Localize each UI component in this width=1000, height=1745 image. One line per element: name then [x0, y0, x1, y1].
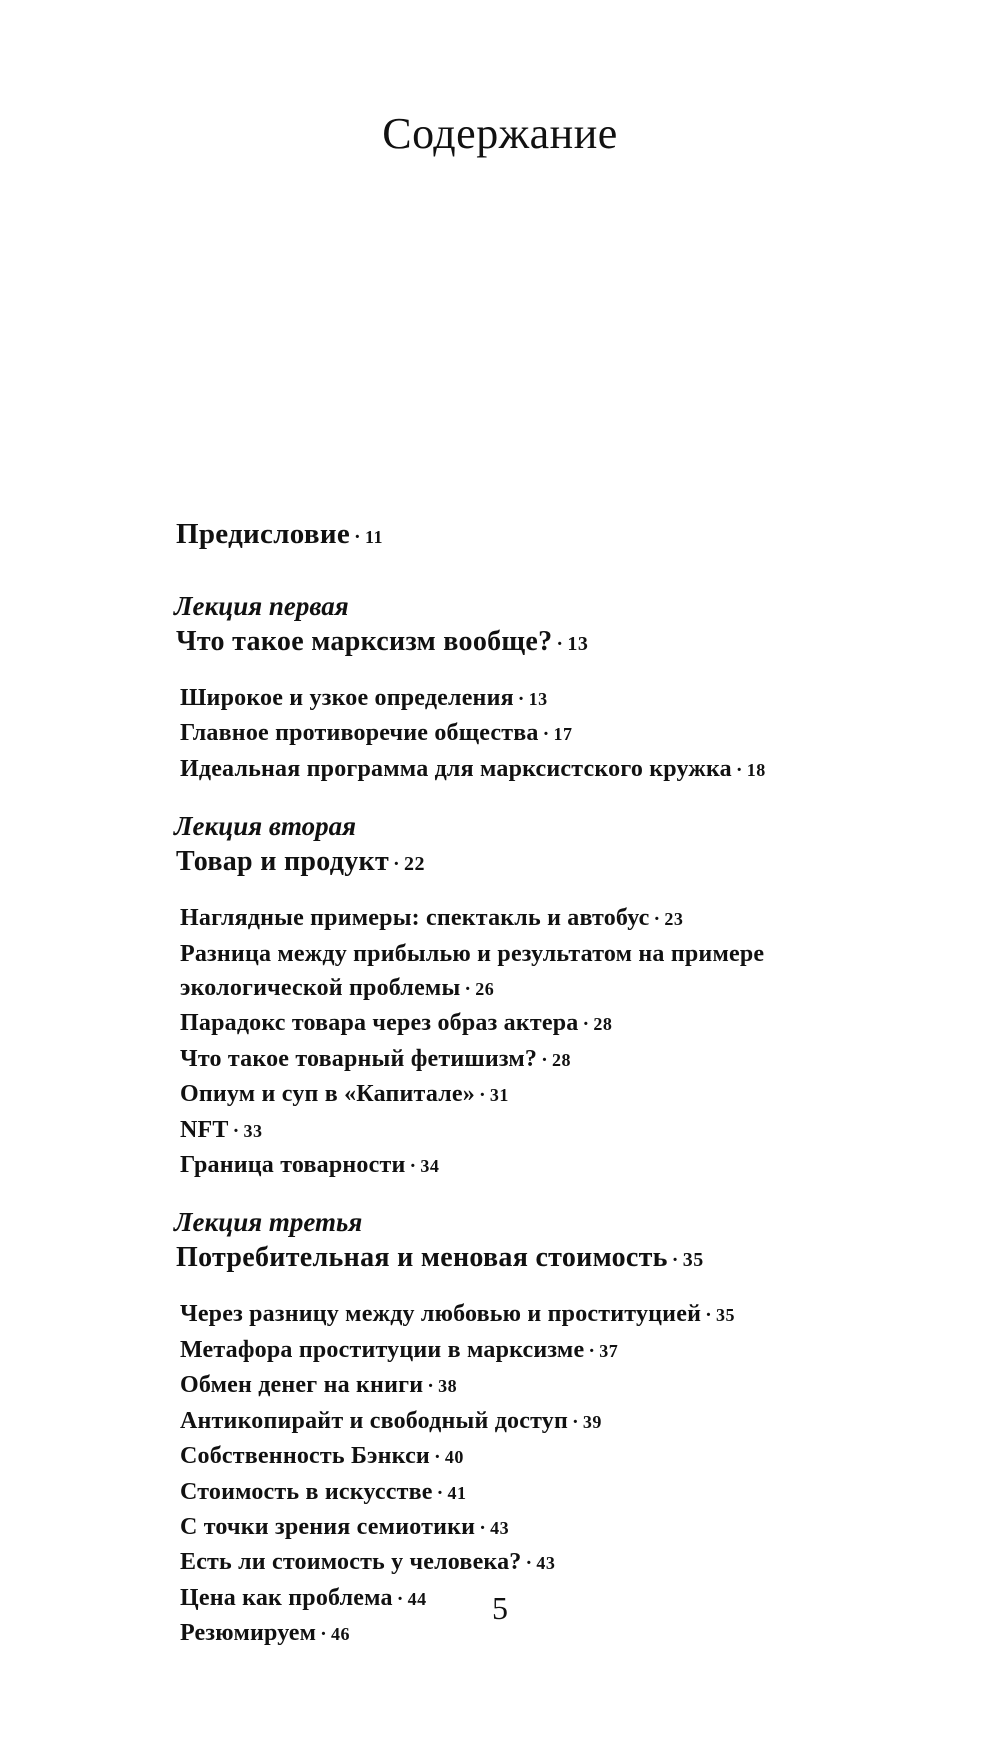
- separator-dot: ·: [556, 633, 564, 655]
- lecture-section: [176, 1205, 976, 1651]
- separator-dot: ·: [393, 853, 400, 876]
- lecture-items: [176, 901, 976, 1183]
- toc-item: [180, 1042, 976, 1077]
- lecture-section: [176, 809, 976, 1183]
- separator-dot: ·: [320, 1623, 328, 1646]
- lecture-title-text: Что такое марксизм вообще?: [176, 626, 553, 657]
- toc-item-page: 18: [746, 759, 766, 780]
- lecture-title: [176, 623, 976, 663]
- separator-dot: ·: [433, 1446, 441, 1469]
- lecture-label: Лекция первая: [174, 591, 349, 621]
- toc-item-page: 43: [490, 1517, 510, 1538]
- toc-item: [180, 1368, 976, 1403]
- toc-item: [180, 1148, 976, 1183]
- toc-item: [180, 1475, 976, 1510]
- toc-item-title: Граница товарности: [180, 1152, 406, 1179]
- preface-page: 11: [365, 527, 384, 547]
- separator-dot: ·: [232, 1119, 240, 1142]
- toc-item-title: Есть ли стоимость у человека?: [180, 1549, 522, 1576]
- toc-item-title: экологической проблемы: [180, 975, 461, 1002]
- toc-item-page: 31: [489, 1085, 509, 1106]
- separator-dot: ·: [354, 526, 361, 548]
- lecture-title-text: Товар и продукт: [176, 846, 389, 878]
- toc-item: [180, 716, 976, 751]
- toc-item-title: Наглядные примеры: спектакль и автобус: [180, 905, 650, 932]
- separator-dot: ·: [479, 1516, 487, 1539]
- toc-item-page: 40: [444, 1447, 464, 1468]
- separator-dot: ·: [705, 1304, 712, 1327]
- toc-item-title: Собственность Бэнкси: [180, 1443, 430, 1470]
- toc-item-page: 13: [528, 689, 548, 709]
- toc-item: [180, 971, 976, 1006]
- toc-item: [180, 937, 976, 971]
- separator-dot: ·: [427, 1375, 435, 1398]
- toc-item-title: Широкое и узкое определения: [180, 685, 514, 711]
- toc-item-page: 39: [582, 1411, 602, 1432]
- separator-dot: ·: [478, 1084, 486, 1107]
- toc-item: [180, 1297, 976, 1332]
- table-of-contents: [176, 514, 976, 1674]
- toc-item: [180, 752, 976, 787]
- separator-dot: ·: [409, 1155, 417, 1178]
- lecture-section: [176, 589, 976, 787]
- toc-item-page: 28: [552, 1049, 572, 1070]
- toc-item-page: 37: [599, 1340, 619, 1361]
- toc-item-page: 44: [407, 1588, 427, 1609]
- toc-item-page: 41: [447, 1482, 467, 1503]
- separator-dot: ·: [582, 1013, 590, 1036]
- toc-item-title: Стоимость в искусстве: [180, 1478, 433, 1505]
- toc-item: [180, 1404, 976, 1439]
- toc-item-page: 46: [331, 1624, 351, 1645]
- toc-item-page: 33: [243, 1120, 263, 1141]
- toc-item-title: Антикопирайт и свободный доступ: [180, 1407, 569, 1434]
- toc-item: [180, 1006, 976, 1041]
- lecture-title-text: Потребительная и меновая стоимость: [176, 1242, 668, 1274]
- toc-item: [180, 901, 976, 936]
- lecture-label: Лекция вторая: [174, 811, 356, 842]
- toc-item: [180, 1333, 976, 1368]
- lecture-page-number: 13: [567, 633, 589, 655]
- toc-item: [180, 1545, 976, 1580]
- lecture-items: [176, 681, 976, 787]
- toc-item-title: Метафора проституции в марксизме: [180, 1336, 585, 1363]
- separator-dot: ·: [588, 1339, 596, 1362]
- toc-item-page: 43: [536, 1553, 556, 1574]
- separator-dot: ·: [671, 1249, 679, 1272]
- separator-dot: ·: [653, 908, 661, 931]
- toc-item-title: Цена как проблема: [180, 1584, 393, 1611]
- toc-item-page: 35: [715, 1305, 735, 1326]
- toc-item: [180, 681, 976, 716]
- lecture-title: [176, 843, 976, 883]
- separator-dot: ·: [525, 1552, 533, 1575]
- separator-dot: ·: [464, 978, 472, 1001]
- lecture-title: [176, 1239, 976, 1279]
- toc-item: [180, 1510, 976, 1545]
- toc-item-page: 28: [593, 1014, 613, 1035]
- toc-item: [180, 1439, 976, 1474]
- lecture-page-number: 22: [403, 853, 425, 876]
- toc-item-page: 38: [438, 1376, 458, 1397]
- separator-dot: ·: [541, 1048, 549, 1071]
- preface-title: Предисловие: [176, 518, 351, 550]
- preface-entry: [176, 514, 976, 557]
- separator-dot: ·: [396, 1587, 404, 1610]
- toc-item-page: 23: [664, 909, 684, 930]
- separator-dot: ·: [735, 758, 743, 781]
- toc-item-page: 17: [553, 724, 573, 745]
- toc-item-title: Через разницу между любовью и проституцией: [180, 1301, 702, 1328]
- toc-item-page: 34: [420, 1156, 440, 1177]
- toc-item-title: Что такое товарный фетишизм?: [180, 1045, 538, 1072]
- separator-dot: ·: [542, 723, 550, 746]
- toc-item-title: Опиум и суп в «Капитале»: [180, 1081, 475, 1108]
- page-title: Содержание: [382, 109, 618, 158]
- toc-item: [180, 1113, 976, 1148]
- toc-item-title: Главное противоречие общества: [180, 720, 539, 747]
- toc-item: [180, 1077, 976, 1112]
- toc-item-title: Обмен денег на книги: [180, 1372, 424, 1399]
- page-number: 5: [492, 1590, 508, 1626]
- toc-item-title: Идеальная программа для марксистского кружка: [180, 755, 732, 782]
- toc-item-title: Разница между прибылью и результатом на примере: [180, 940, 765, 967]
- separator-dot: ·: [517, 688, 525, 710]
- toc-item-title: NFT: [180, 1116, 229, 1143]
- separator-dot: ·: [436, 1481, 444, 1504]
- lectures-list: [176, 589, 976, 1652]
- toc-item-title: Резюмируем: [180, 1620, 317, 1647]
- toc-item-page: 26: [475, 979, 495, 1000]
- lecture-page-number: 35: [682, 1249, 704, 1272]
- separator-dot: ·: [572, 1410, 579, 1433]
- toc-item-title: Парадокс товара через образ актера: [180, 1010, 579, 1037]
- toc-item-title: С точки зрения семиотики: [180, 1513, 476, 1540]
- lecture-label: Лекция третья: [174, 1207, 363, 1238]
